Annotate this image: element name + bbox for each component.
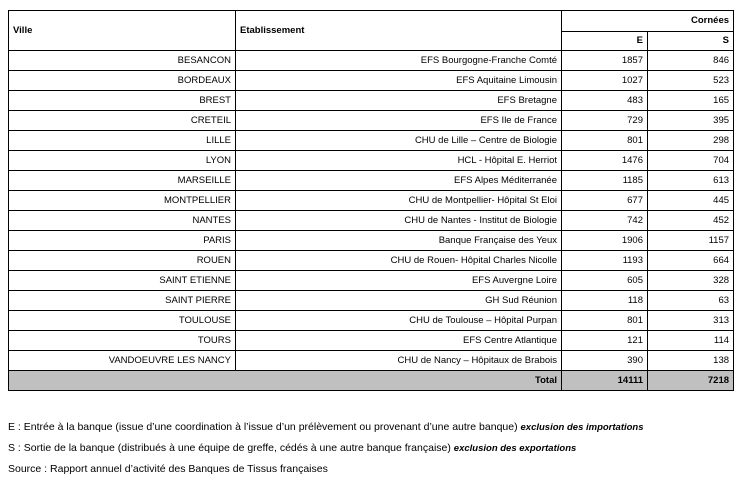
cell-e: 1476 <box>562 151 648 171</box>
cell-s: 298 <box>648 131 734 151</box>
cornea-bank-table <box>8 10 734 391</box>
cell-ville: VANDOEUVRE LES NANCY <box>9 351 236 371</box>
cell-ville: ROUEN <box>9 251 236 271</box>
table-row <box>9 91 734 111</box>
cell-e: 605 <box>562 271 648 291</box>
table-row <box>9 331 734 351</box>
table-row <box>9 311 734 331</box>
cell-s: 395 <box>648 111 734 131</box>
cell-ville: LILLE <box>9 131 236 151</box>
cell-etablissement: EFS Auvergne Loire <box>236 271 562 291</box>
cell-e: 1027 <box>562 71 648 91</box>
table-row <box>9 231 734 251</box>
cell-etablissement: EFS Centre Atlantique <box>236 331 562 351</box>
cell-e: 483 <box>562 91 648 111</box>
table-row <box>9 251 734 271</box>
table-row <box>9 111 734 131</box>
cell-etablissement: EFS Bretagne <box>236 91 562 111</box>
cell-e: 1185 <box>562 171 648 191</box>
cell-etablissement: HCL - Hôpital E. Herriot <box>236 151 562 171</box>
table-row <box>9 131 734 151</box>
cell-s: 138 <box>648 351 734 371</box>
total-row <box>9 371 734 391</box>
cell-e: 1857 <box>562 51 648 71</box>
cell-ville: BREST <box>9 91 236 111</box>
table-row <box>9 171 734 191</box>
cell-s: 445 <box>648 191 734 211</box>
note-s-emphasis: exclusion des exportations <box>453 443 577 454</box>
cell-s: 704 <box>648 151 734 171</box>
cell-ville: TOURS <box>9 331 236 351</box>
table-row <box>9 211 734 231</box>
cell-e: 677 <box>562 191 648 211</box>
cell-e: 729 <box>562 111 648 131</box>
header-ville: Ville <box>9 11 236 51</box>
table-row <box>9 291 734 311</box>
header-row-top <box>9 11 734 32</box>
cell-s: 313 <box>648 311 734 331</box>
note-s-text: S : Sortie de la banque (distribués à une équipe de greffe, cédés à une autre banque française) <box>8 442 451 454</box>
cell-etablissement: Banque Française des Yeux <box>236 231 562 251</box>
cell-ville: SAINT PIERRE <box>9 291 236 311</box>
table-row <box>9 151 734 171</box>
table-body <box>9 11 734 391</box>
cell-etablissement: EFS Aquitaine Limousin <box>236 71 562 91</box>
notes <box>8 417 743 480</box>
cell-ville: SAINT ETIENNE <box>9 271 236 291</box>
cell-ville: CRETEIL <box>9 111 236 131</box>
cell-etablissement: CHU de Nancy – Hôpitaux de Brabois <box>236 351 562 371</box>
cell-s: 63 <box>648 291 734 311</box>
cell-etablissement: CHU de Toulouse – Hôpital Purpan <box>236 311 562 331</box>
cell-s: 328 <box>648 271 734 291</box>
total-label: Total <box>9 371 562 391</box>
cell-s: 114 <box>648 331 734 351</box>
table-row <box>9 351 734 371</box>
cell-s: 452 <box>648 211 734 231</box>
table-row <box>9 51 734 71</box>
header-etablissement: Etablissement <box>236 11 562 51</box>
cell-ville: LYON <box>9 151 236 171</box>
total-e: 14111 <box>562 371 648 391</box>
cell-ville: MONTPELLIER <box>9 191 236 211</box>
cell-etablissement: EFS Bourgogne-Franche Comté <box>236 51 562 71</box>
cell-etablissement: CHU de Lille – Centre de Biologie <box>236 131 562 151</box>
note-e-text: E : Entrée à la banque (issue d’une coordination à l’issue d’un prélèvement ou provenant d’une autre banque) <box>8 421 518 433</box>
cell-e: 121 <box>562 331 648 351</box>
note-e-emphasis: exclusion des importations <box>520 422 644 433</box>
note-s <box>8 438 743 459</box>
table-row <box>9 191 734 211</box>
cell-s: 523 <box>648 71 734 91</box>
cell-s: 664 <box>648 251 734 271</box>
total-s: 7218 <box>648 371 734 391</box>
cell-etablissement: GH Sud Réunion <box>236 291 562 311</box>
cell-etablissement: EFS Alpes Méditerranée <box>236 171 562 191</box>
cell-e: 118 <box>562 291 648 311</box>
note-e <box>8 417 743 438</box>
cell-s: 165 <box>648 91 734 111</box>
cell-ville: MARSEILLE <box>9 171 236 191</box>
cell-e: 1906 <box>562 231 648 251</box>
cell-e: 390 <box>562 351 648 371</box>
cell-ville: BESANCON <box>9 51 236 71</box>
cell-ville: NANTES <box>9 211 236 231</box>
cell-etablissement: CHU de Nantes - Institut de Biologie <box>236 211 562 231</box>
cell-e: 1193 <box>562 251 648 271</box>
cell-ville: BORDEAUX <box>9 71 236 91</box>
header-cornees: Cornées <box>562 11 734 32</box>
cell-etablissement: CHU de Montpellier- Hôpital St Eloi <box>236 191 562 211</box>
note-source: Source : Rapport annuel d’activité des Banques de Tissus françaises <box>8 463 328 475</box>
table-row <box>9 271 734 291</box>
cell-e: 801 <box>562 131 648 151</box>
cell-ville: PARIS <box>9 231 236 251</box>
table-row <box>9 71 734 91</box>
cell-etablissement: EFS Ile de France <box>236 111 562 131</box>
cell-e: 742 <box>562 211 648 231</box>
header-e: E <box>562 32 648 51</box>
cell-s: 846 <box>648 51 734 71</box>
header-s: S <box>648 32 734 51</box>
cell-e: 801 <box>562 311 648 331</box>
cell-etablissement: CHU de Rouen- Hôpital Charles Nicolle <box>236 251 562 271</box>
cell-s: 1157 <box>648 231 734 251</box>
cell-ville: TOULOUSE <box>9 311 236 331</box>
cell-s: 613 <box>648 171 734 191</box>
